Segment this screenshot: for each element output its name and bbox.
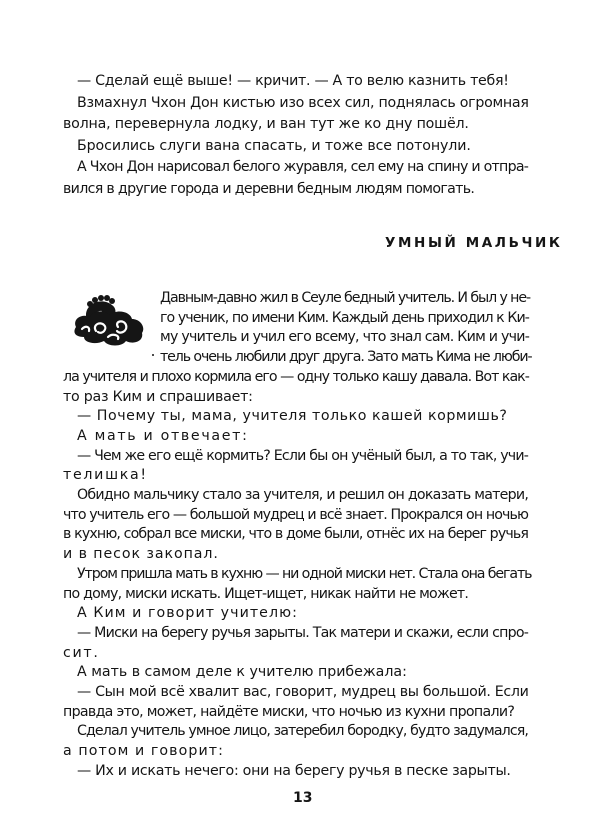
text-line: в кухню, собрал все миски, что в доме были, отнёс их на берег ручья [63, 526, 529, 543]
text-line: телишка! [63, 467, 148, 484]
text-line: а потом и говорит: [63, 743, 224, 760]
text-line: сит. [63, 644, 100, 661]
story-title: УМНЫЙ МАЛЬЧИК [385, 235, 563, 251]
text-line: волна, перевернула лодку, и ван тут же ко дну пошёл. [63, 116, 469, 132]
text-line: го ученик, по имени Ким. Каждый день приходил к Ки- [160, 309, 529, 326]
text-line: — Их и искать нечего: они на берегу ручья в песке зарыты. [77, 762, 511, 779]
text-line: тель очень любили друг друга. Зато мать Кима не люби- [160, 349, 532, 366]
text-line: то раз Ким и спрашивает: [63, 388, 253, 405]
text-line: — Миски на берегу ручья зарыты. Так матери и скажи, если спро- [77, 624, 529, 641]
text-line: — Сделай ещё выше! — кричит. — А то велю казнить тебя! [77, 73, 509, 89]
text-line: Обидно мальчику стало за учителя, и решил он доказать матери, [77, 487, 529, 503]
text-line: А Чхон Дон нарисовал белого журавля, сел ему на спину и отпра- [77, 159, 529, 175]
text-line: и в песок закопал. [63, 546, 219, 563]
text-line: А мать в самом деле к учителю прибежала: [77, 664, 407, 681]
text-line: А мать и отвечает: [77, 427, 249, 444]
text-line: Сделал учитель умное лицо, затеребил бородку, будто задумался, [77, 723, 528, 740]
text-line: Бросились слуги вана спасать, и тоже все потонули. [77, 138, 471, 154]
text-line: му учитель и учил его всему, что знал сам. Ким и учи- [160, 329, 530, 346]
text-line: Утром пришла мать в кухню — ни одной миски нет. Стала она бегать [77, 565, 532, 582]
text-line: Давным-давно жил в Сеуле бедный учитель. И был у не- [160, 290, 530, 306]
text-line: Взмахнул Чхон Дон кистью изо всех сил, поднялась огромная [77, 95, 529, 111]
ornament-icon [68, 287, 152, 347]
text-line: — Чем же его ещё кормить? Если бы он учёный был, а то так, учи- [77, 447, 529, 464]
text-line: правда это, может, найдёте миски, что ночью из кухни пропали? [63, 703, 515, 720]
text-line: А Ким и говорит учителю: [77, 605, 298, 622]
text-line: — Сын мой всё хвалит вас, говорит, мудрец вы большой. Если [77, 684, 529, 700]
page-number: 13 [293, 790, 313, 806]
text-line: — Почему ты, мама, учителя только кашей кормишь? [77, 408, 508, 425]
text-line: что учитель его — большой мудрец и всё знает. Прокрался он ночью [63, 506, 528, 523]
print-speck [152, 354, 154, 356]
text-line: по дому, миски искать. Ищет-ищет, никак найти не может. [63, 585, 469, 602]
text-line: ла учителя и плохо кормила его — одну только кашу давала. Вот как- [63, 368, 529, 385]
text-line: вился в другие города и деревни бедным людям помогать. [63, 181, 475, 197]
